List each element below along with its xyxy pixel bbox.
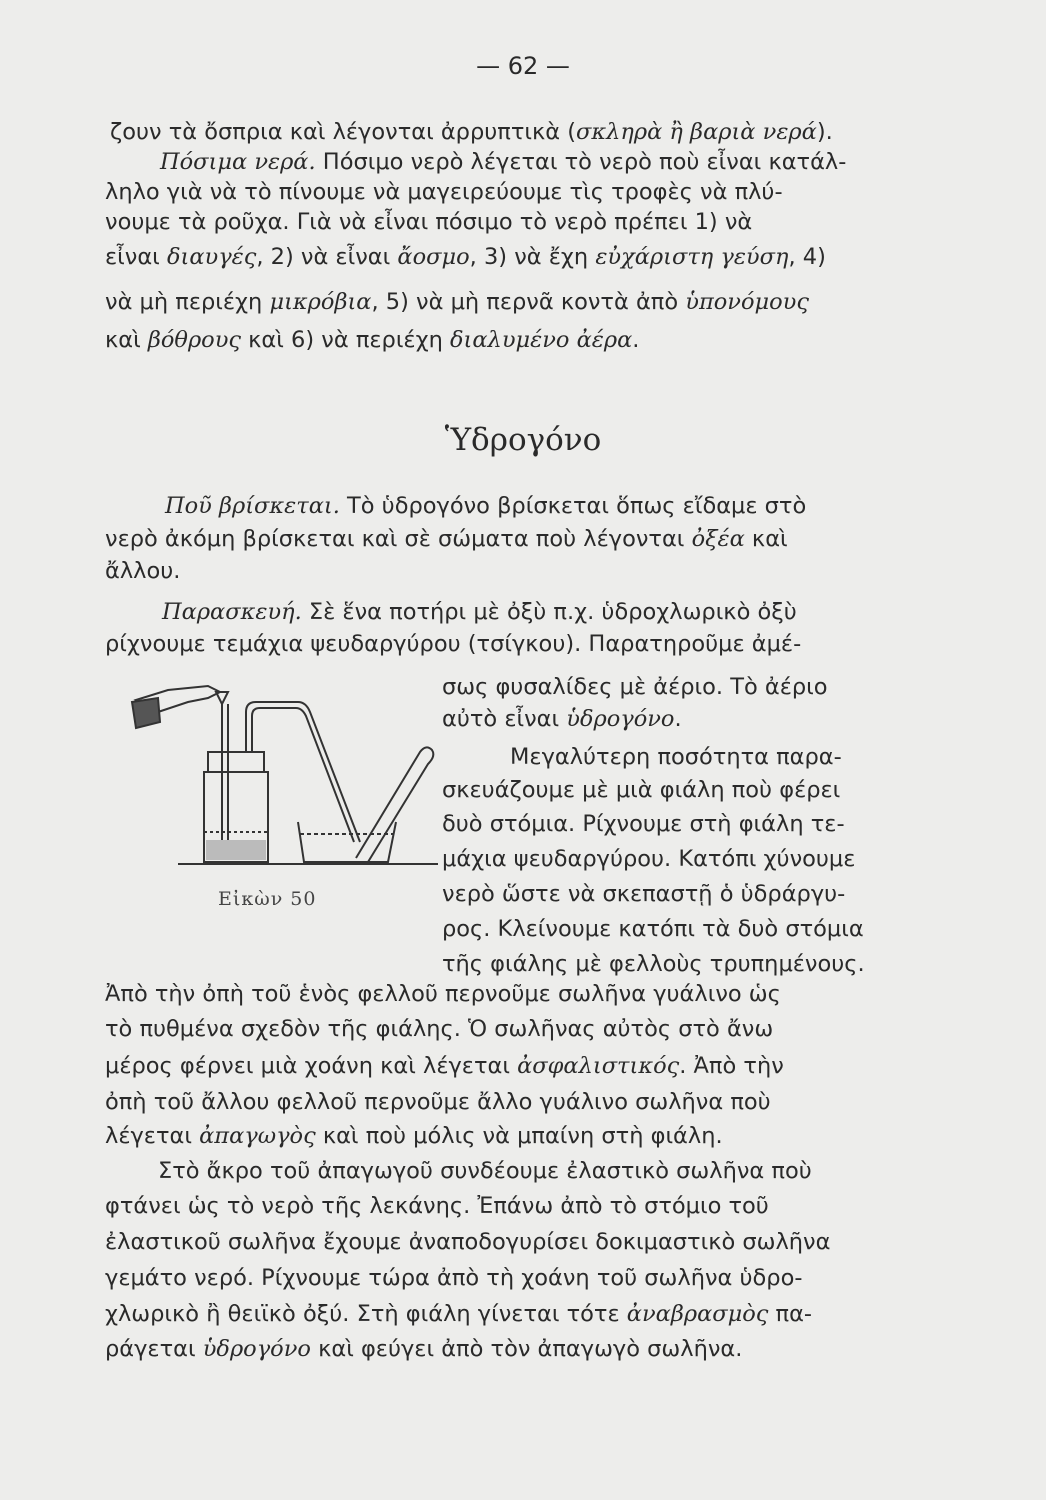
text-line: [105, 288, 809, 316]
text: νερὸ ἀκόμη βρίσκεται καὶ σὲ σώματα ποὺ λέγονται: [105, 526, 692, 552]
text: Τὸ ὑδρογόνο βρίσκεται ὅπως εἴδαμε στὸ: [339, 493, 807, 519]
italic-term: ἀναβρασμὸς: [626, 1301, 769, 1327]
text-line: Μεγαλύτερη ποσότητα παρα-: [510, 744, 842, 770]
text-line: γεμάτο νερό. Ρίχνουμε τώρα ἀπὸ τὴ χοάνη τοῦ σωλῆνα ὑδρο-: [105, 1265, 803, 1291]
text: καὶ: [744, 526, 788, 552]
text-line: [105, 525, 788, 553]
text-line: νουμε τὰ ροῦχα. Γιὰ νὰ εἶναι πόσιμο τὸ νερὸ πρέπει 1) νὰ: [105, 209, 753, 235]
text: Σὲ ἕνα ποτήρι μὲ ὀξὺ π.χ. ὑδροχλωρικὸ ὀξὺ: [301, 599, 797, 625]
text: ).: [816, 119, 833, 145]
italic-term: ὑδρογόνο: [202, 1336, 311, 1362]
text: Πόσιμο νερὸ λέγεται τὸ νερὸ ποὺ εἶναι κατάλ-: [315, 149, 847, 175]
text-line: ληλο γιὰ νὰ τὸ πίνουμε νὰ μαγειρεύουμε τὶς τροφὲς νὰ πλύ-: [105, 179, 783, 205]
text: .: [674, 706, 682, 732]
paragraph-term: Πόσιμα νερά.: [160, 149, 316, 175]
text: χλωρικὸ ἢ θειϊκὸ ὀξύ. Στὴ φιάλη γίνεται τότε: [105, 1301, 627, 1327]
text-line: ρίχνουμε τεμάχια ψευδαργύρου (τσίγκου). Παρατηροῦμε ἀμέ-: [105, 631, 802, 657]
text-line: [105, 326, 639, 354]
text: μέρος φέρνει μιὰ χοάνη καὶ λέγεται: [105, 1053, 518, 1079]
text: πα-: [768, 1301, 813, 1327]
text-line: ρος. Κλείνουμε κατόπι τὰ δυὸ στόμια: [442, 916, 864, 942]
text-line: ἐλαστικοῦ σωλῆνα ἔχουμε ἀναποδογυρίσει δοκιμαστικὸ σωλῆνα: [105, 1229, 831, 1255]
text-line: τῆς φιάλης μὲ φελλοὺς τρυπημένους.: [442, 951, 865, 977]
text: αὐτὸ εἶναι: [442, 706, 567, 732]
text-line: Ἀπὸ τὴν ὀπὴ τοῦ ἑνὸς φελλοῦ περνοῦμε σωλῆνα γυάλινο ὡς: [105, 981, 781, 1007]
italic-term: ἀσφαλιστικός: [517, 1053, 680, 1079]
text: ράγεται: [105, 1336, 203, 1362]
page-number: — 62 —: [476, 52, 570, 80]
text-line: [105, 1335, 742, 1363]
italic-term: ὀξέα: [691, 526, 745, 552]
italic-term: διαυγές: [166, 244, 257, 270]
text-line: σκευάζουμε μὲ μιὰ φιάλη ποὺ φέρει: [442, 777, 841, 803]
italic-term: διαλυμένο ἀέρα: [450, 327, 633, 353]
test-tube: [356, 747, 433, 862]
text-line: [165, 492, 806, 520]
italic-term: ἀπαγωγὸς: [199, 1123, 316, 1149]
text: καὶ ποὺ μόλις νὰ μπαίνη στὴ φιάλη.: [315, 1123, 723, 1149]
paragraph-term: Ποῦ βρίσκεται.: [165, 493, 340, 519]
text: καὶ φεύγει ἀπὸ τὸν ἀπαγωγὸ σωλῆνα.: [310, 1336, 743, 1362]
text: , 5) νὰ μὴ περνᾶ κοντὰ ἀπὸ: [371, 289, 686, 315]
text-line: Στὸ ἄκρο τοῦ ἀπαγωγοῦ συνδέουμε ἐλαστικὸ σωλῆνα ποὺ: [158, 1158, 812, 1184]
hand-holding-funnel: [132, 686, 228, 728]
text: .: [632, 327, 640, 353]
paragraph-term: Παρασκευή.: [162, 599, 302, 625]
text-line: φτάνει ὡς τὸ νερὸ τῆς λεκάνης. Ἐπάνω ἀπὸ τὸ στόμιο τοῦ: [105, 1193, 769, 1219]
text: καὶ: [105, 327, 148, 353]
italic-term: ὑδρογόνο: [566, 706, 675, 732]
text: , 3) νὰ ἔχη: [469, 244, 596, 270]
text-line: [160, 148, 846, 176]
text-line: ἄλλου.: [105, 558, 181, 584]
text: , 2) νὰ εἶναι: [256, 244, 398, 270]
text-line: [162, 598, 797, 626]
italic-term: σκληρὰ ἢ βαριὰ νερά: [576, 119, 817, 145]
text-line: [110, 118, 833, 146]
text-line: [442, 705, 682, 733]
text-line: δυὸ στόμια. Ρίχνουμε στὴ φιάλη τε-: [442, 811, 845, 837]
italic-term: ἄοσμο: [397, 244, 470, 270]
italic-term: βόθρους: [147, 327, 242, 353]
text-line: νερὸ ὥστε νὰ σκεπαστῇ ὁ ὑδράργυ-: [442, 881, 846, 907]
text: . Ἀπὸ τὴν: [679, 1053, 784, 1079]
text-line: τὸ πυθμένα σχεδὸν τῆς φιάλης. Ὁ σωλῆνας αὐτὸς στὸ ἄνω: [105, 1016, 774, 1042]
text: ζουν τὰ ὄσπρια καὶ λέγονται ἀρρυπτικὰ (: [110, 119, 576, 145]
figure-caption: Εἰκὼν 50: [218, 888, 317, 910]
text: λέγεται: [105, 1123, 200, 1149]
italic-term: εὐχάριστη γεύση: [595, 244, 789, 270]
flask: [204, 752, 268, 862]
section-heading: Ὑδρογόνο: [444, 422, 602, 458]
italic-term: μικρόβια: [269, 289, 372, 315]
text-line: [105, 1300, 812, 1328]
apparatus-figure: [128, 672, 448, 882]
text-line: σως φυσαλίδες μὲ ἀέριο. Τὸ ἀέριο: [442, 674, 828, 700]
text-line: [105, 1052, 784, 1080]
text-line: μάχια ψευδαργύρου. Κατόπι χύνουμε: [442, 846, 856, 872]
text: νὰ μὴ περιέχη: [105, 289, 270, 315]
text-line: [105, 1122, 723, 1150]
text: , 4): [788, 244, 826, 270]
italic-term: ὑπονόμους: [685, 289, 809, 315]
text: εἶναι: [105, 244, 167, 270]
text-line: ὀπὴ τοῦ ἄλλου φελλοῦ περνοῦμε ἄλλο γυάλινο σωλῆνα ποὺ: [105, 1089, 771, 1115]
text: καὶ 6) νὰ περιέχη: [241, 327, 450, 353]
text-line: [105, 243, 826, 271]
thistle-tube: [222, 704, 228, 852]
